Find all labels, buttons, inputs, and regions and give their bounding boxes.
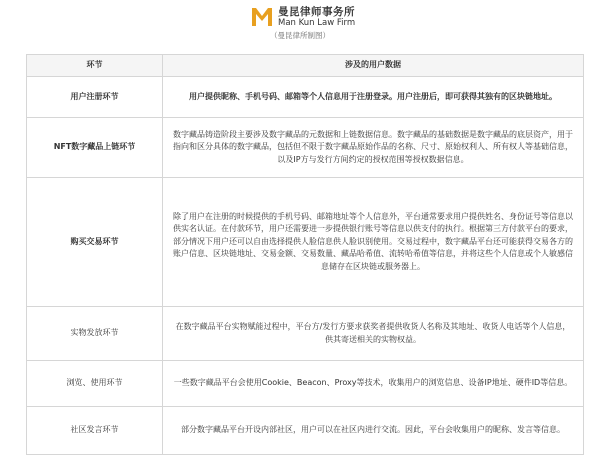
firm-name-en: Man Kun Law Firm	[278, 18, 356, 28]
column-header-data: 涉及的用户数据	[163, 55, 584, 77]
stage-cell: 浏览、使用环节	[27, 361, 163, 407]
table-row	[27, 77, 584, 118]
firm-logo	[252, 6, 355, 28]
data-cell: 一些数字藏品平台会使用Cookie、Beacon、Proxy等技术，收集用户的浏览信息、设备IP地址、硬件ID等信息。	[163, 361, 584, 407]
table-row	[27, 361, 584, 407]
stage-cell: 实物发放环节	[27, 307, 163, 361]
data-cell: 部分数字藏品平台开设内部社区，用户可以在社区内进行交流。因此，平台会收集用户的昵称、发言等信息。	[163, 407, 584, 455]
table-row	[27, 407, 584, 455]
table-row	[27, 178, 584, 307]
firm-name-cn: 曼昆律师事务所	[278, 5, 355, 18]
data-cell: 用户提供昵称、手机号码、邮箱等个人信息用于注册登录。用户注册后，即可获得其独有的区块链地址。	[163, 77, 584, 118]
data-cell: 除了用户在注册的时候提供的手机号码、邮箱地址等个人信息外，平台通常要求用户提供姓名、身份证号等信息以供实名认证。在付款环节，用户还需要进一步提供银行账号等信息以供支付的执行。根据第三方付款平台的要求，部分情况下用户还可以自由选择提供人脸信息供人脸识别使用。交易过程中，数字藏品平台还可能获得交易各方的账户信息、区块链地址、交易金额、交易数量、藏品哈希值、流转哈希值等信息，并将这些个人信息或个人敏感信息储存在区块链或服务器上。	[163, 178, 584, 307]
table-row	[27, 118, 584, 178]
source-note: （曼昆律所制图）	[270, 31, 330, 40]
stage-cell: NFT数字藏品上链环节	[27, 118, 163, 178]
data-cell: 在数字藏品平台实物赋能过程中，平台方/发行方要求获奖者提供收货人名称及其地址、收货人电话等个人信息，供其寄送相关的实物权益。	[163, 307, 584, 361]
stage-cell: 用户注册环节	[27, 77, 163, 118]
table-row	[27, 307, 584, 361]
data-cell: 数字藏品铸造阶段主要涉及数字藏品的元数据和上链数据信息。数字藏品的基础数据是数字藏品的底层资产，用于指向和区分具体的数字藏品，包括但不限于数字藏品原始作品的名称、尺寸、原始权利人、所有权人等基础信息，以及IP方与发行方间约定的授权范围等授权数据信息。	[163, 118, 584, 178]
mankun-logo-icon	[252, 6, 272, 28]
column-header-stage: 环节	[27, 55, 163, 77]
table-header-row	[27, 55, 584, 77]
stage-cell: 购买交易环节	[27, 178, 163, 307]
stage-cell: 社区发言环节	[27, 407, 163, 455]
user-data-table	[26, 54, 584, 455]
